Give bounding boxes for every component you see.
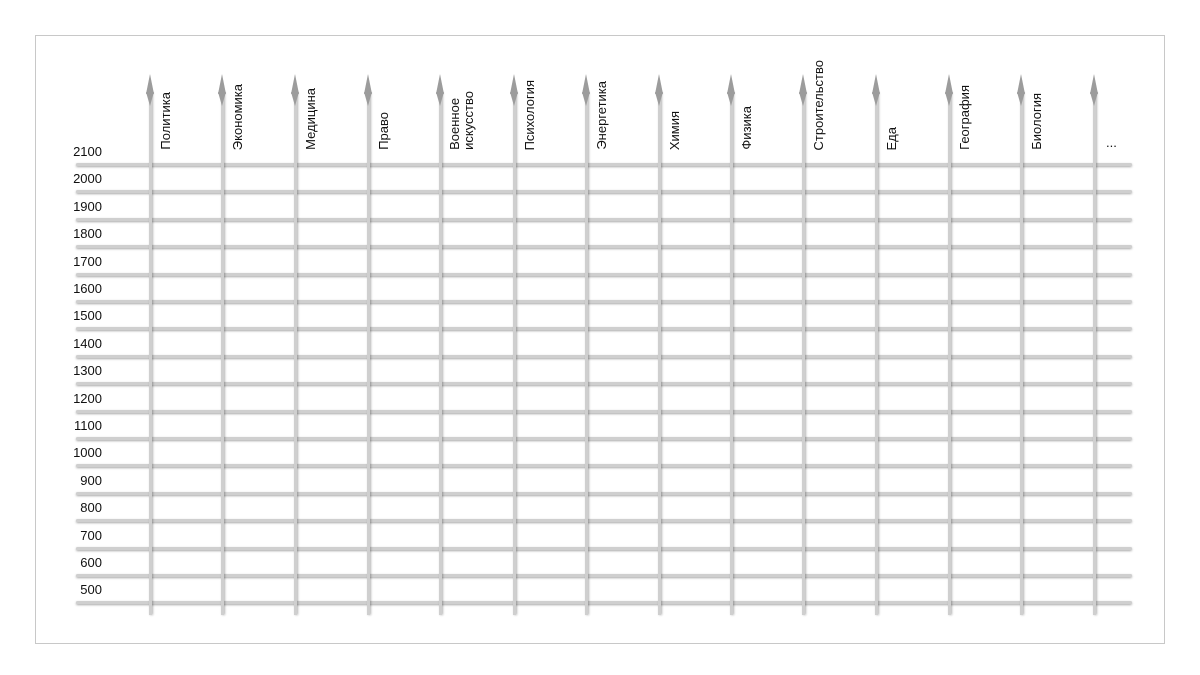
row-line (76, 190, 1132, 193)
column-header-text: Биология (1029, 93, 1044, 150)
arrow-up-icon (436, 74, 444, 94)
arrow-tail (364, 92, 372, 106)
more-columns-indicator: ... (1106, 135, 1117, 150)
column-axis (513, 92, 516, 615)
arrow-up-icon (945, 74, 953, 94)
year-label: 1500 (73, 308, 102, 324)
column-header (665, 111, 685, 150)
column-axis (149, 92, 152, 615)
arrow-up-icon (1017, 74, 1025, 94)
column-header-text: Экономика (230, 83, 245, 150)
year-label: 1900 (73, 198, 102, 214)
column-header-text: Военное искусство (447, 91, 476, 150)
column-axis (875, 92, 878, 615)
row-line (76, 273, 1132, 276)
column-header (955, 85, 975, 150)
column-header-text: Химия (667, 110, 682, 150)
column-header (446, 91, 478, 150)
year-label: 1400 (73, 335, 102, 351)
year-label: 1100 (74, 418, 102, 433)
row-line (76, 218, 1132, 221)
year-label: 1000 (73, 445, 102, 461)
row-line (76, 519, 1132, 522)
column-header-text: Физика (739, 106, 754, 150)
arrow-up-icon (146, 74, 154, 94)
column-axis (948, 92, 951, 615)
arrow-tail (655, 92, 663, 106)
row-line (76, 245, 1132, 248)
row-line (76, 574, 1132, 577)
year-label: 1600 (73, 281, 102, 296)
year-label: 600 (80, 555, 102, 570)
year-label: 500 (80, 582, 102, 598)
column-header (737, 106, 757, 150)
arrow-tail (436, 92, 444, 106)
column-axis (439, 92, 442, 615)
column-axis (1020, 92, 1023, 615)
arrow-up-icon (872, 74, 880, 94)
row-line (76, 382, 1132, 385)
row-line (76, 163, 1132, 166)
arrow-tail (582, 92, 590, 106)
column-header (156, 92, 176, 150)
arrow-tail (945, 92, 953, 106)
arrow-up-icon (218, 74, 226, 94)
column-axis (585, 92, 588, 615)
year-label: 900 (80, 472, 102, 488)
arrow-tail (291, 92, 299, 106)
row-line (76, 464, 1132, 467)
column-header (809, 60, 829, 150)
arrow-up-icon (799, 74, 807, 94)
column-header-text: Политика (158, 92, 173, 150)
arrow-up-icon (510, 74, 518, 94)
arrow-tail (872, 92, 880, 106)
row-line (76, 601, 1132, 604)
arrow-up-icon (291, 74, 299, 94)
column-header (374, 112, 394, 150)
column-header-text: Строительство (811, 59, 826, 150)
arrow-tail (146, 92, 154, 106)
arrow-up-icon (655, 74, 663, 94)
row-line (76, 410, 1132, 413)
row-line (76, 437, 1132, 440)
column-axis (367, 92, 370, 615)
column-axis (730, 92, 733, 615)
arrow-up-icon (727, 74, 735, 94)
row-line (76, 492, 1132, 495)
column-axis (221, 92, 224, 615)
arrow-up-icon (364, 74, 372, 94)
column-header-text: Психология (522, 79, 537, 150)
arrow-tail (727, 92, 735, 106)
column-header (301, 88, 321, 150)
arrow-up-icon (582, 74, 590, 94)
row-line (76, 547, 1132, 550)
row-line (76, 355, 1132, 358)
year-label: 700 (80, 527, 102, 543)
column-header (882, 127, 902, 151)
column-header (592, 81, 612, 150)
column-header-text: Еда (884, 126, 899, 150)
year-label: 1300 (73, 363, 102, 379)
column-header-text: Медицина (303, 88, 318, 150)
column-axis (658, 92, 661, 615)
arrow-tail (1090, 92, 1098, 106)
arrow-tail (510, 92, 518, 106)
column-axis (802, 92, 805, 615)
year-label: 2000 (73, 171, 102, 187)
column-axis (294, 92, 297, 615)
column-header-text: Право (376, 112, 391, 150)
column-axis (1093, 92, 1096, 615)
row-line (76, 300, 1132, 303)
column-header (228, 84, 248, 150)
year-label: 800 (80, 500, 102, 516)
arrow-tail (799, 92, 807, 106)
column-header (1027, 93, 1047, 150)
arrow-tail (1017, 92, 1025, 106)
year-label: 1800 (73, 226, 102, 242)
year-label: 1200 (73, 390, 102, 406)
column-header (520, 80, 540, 150)
arrow-up-icon (1090, 74, 1098, 94)
row-line (76, 327, 1132, 330)
arrow-tail (218, 92, 226, 106)
year-label: 1700 (73, 253, 102, 269)
year-label: 2100 (73, 144, 102, 159)
column-header-text: География (957, 85, 972, 150)
column-header-text: Энергетика (594, 81, 609, 150)
